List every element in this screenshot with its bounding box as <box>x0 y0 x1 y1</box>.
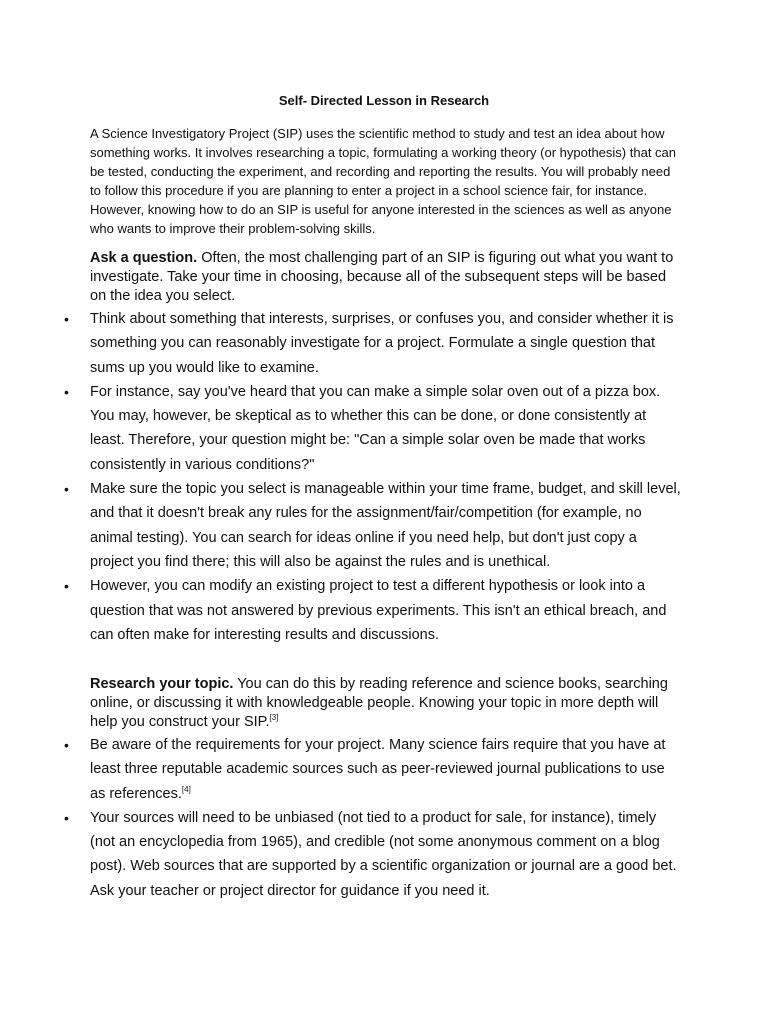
list-item: • For instance, say you've heard that you can make a simple solar oven out of a pizza box. You may, however, be skeptical as to whether this can be done, or done consistently at least. Therefore, your question might be: "Can a simple solar oven be made that works consistently in various conditions?" <box>0 380 682 477</box>
list-item: • However, you can modify an existing project to test a different hypothesis or look into a question that was not answered by previous experiments. This isn't an ethical breach, and can often make for interesting results and discussions. <box>0 574 682 647</box>
section-ask-question-paragraph <box>90 249 682 306</box>
intro-paragraph: A Science Investigatory Project (SIP) uses the scientific method to study and test an idea about how something works. It involves researching a topic, formulating a working theory (or hypothesis) that can be tested, conducting the experiment, and recording and reporting the results. You will probably need to follow this procedure if you are planning to enter a project in a school science fair, for instance. However, knowing how to do an SIP is useful for anyone interested in the sciences as well as anyone who wants to improve their problem-solving skills. <box>90 126 676 236</box>
list-item: • Make sure the topic you select is manageable within your time frame, budget, and skill level, and that it doesn't break any rules for the assignment/fair/competition (for example, no animal testing). You can search for ideas online if you need help, but don't just copy a project you find there; this will also be against the rules and is unethical. <box>0 477 682 574</box>
document-title: Self- Directed Lesson in Research <box>278 93 490 108</box>
section-heading: Ask a question. <box>90 250 198 266</box>
section-research-topic-paragraph <box>90 675 682 732</box>
ask-question-bullet-list <box>0 307 768 647</box>
bullet-icon: • <box>64 578 69 595</box>
section-body: You can do this by reading reference and science books, searching online, or discussing it with knowledgeable people. Knowing your topic in more depth will help you construct your SIP. <box>90 676 668 730</box>
citation-ref: [3] <box>269 713 279 723</box>
bullet-icon: • <box>64 311 69 327</box>
bullet-icon: • <box>64 809 69 826</box>
bullet-icon: • <box>64 383 69 400</box>
research-topic-bullet-list <box>0 733 768 903</box>
list-item: • Think about something that interests, surprises, or confuses you, and consider whether it is something you can reasonably investigate for a project. Formulate a single question that sums up you would like to examine. <box>0 307 682 380</box>
list-item: • Your sources will need to be unbiased (not tied to a product for sale, for instance), timely (not an encyclopedia from 1965), and credible (not some anonymous comment on a blog post). Web sources that are supported by a scientific organization or journal are a good bet. Ask your teacher or project director for guidance if you need it. <box>0 806 682 903</box>
bullet-icon: • <box>64 481 69 498</box>
section-heading: Research your topic. <box>90 676 234 692</box>
list-item: • Be aware of the requirements for your project. Many science fairs require that you have at least three reputable academic sources such as peer-reviewed journal publications to use as references.[4] <box>0 733 682 806</box>
bullet-icon: • <box>64 737 69 753</box>
section-body: Often, the most challenging part of an SIP is figuring out what you want to investigate. Take your time in choosing, because all of the subsequent steps will be based on the idea you select. <box>90 250 674 304</box>
citation-ref: [4] <box>181 784 191 794</box>
